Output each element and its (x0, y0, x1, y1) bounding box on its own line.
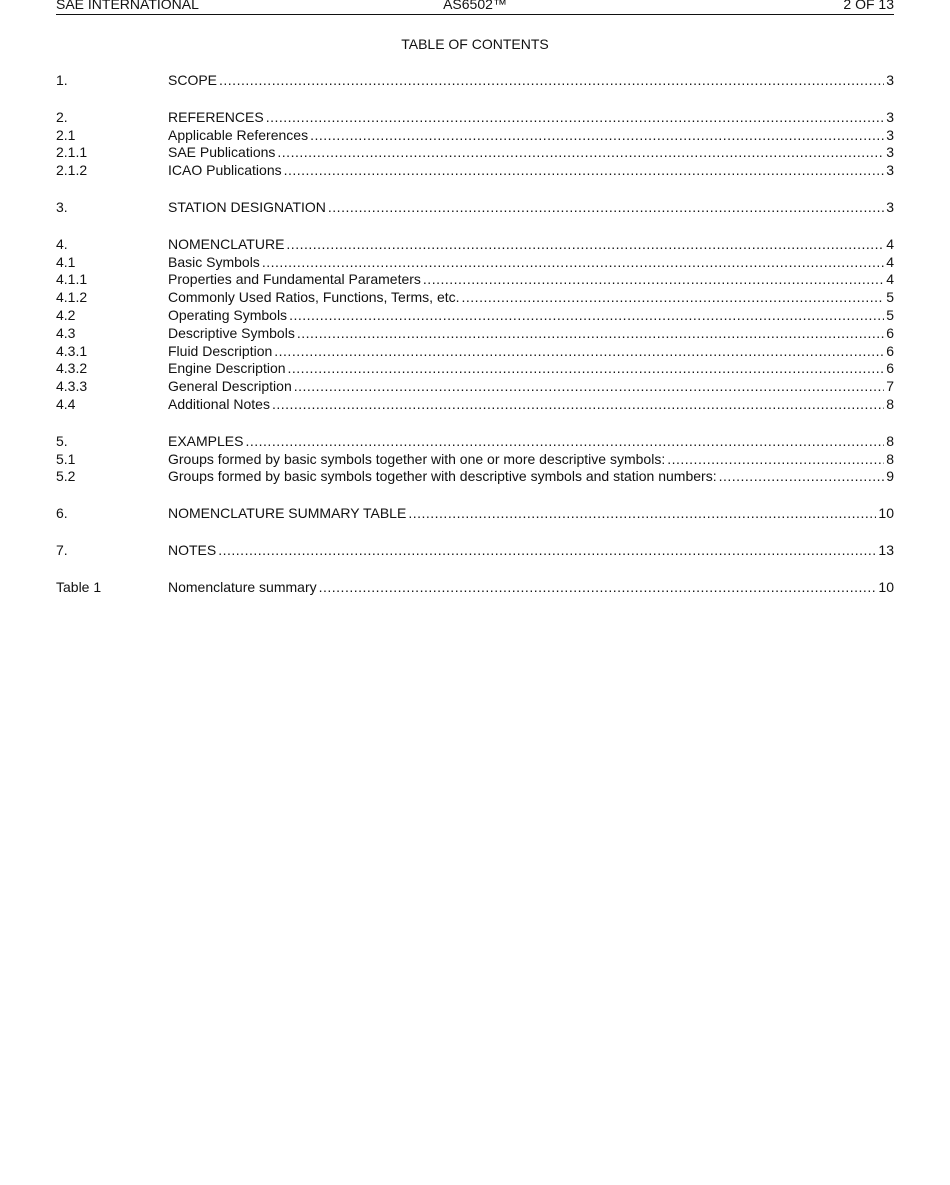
toc-dot-leader (310, 127, 884, 145)
toc-entry[interactable] (56, 505, 894, 523)
toc-page-number[interactable]: 13 (878, 541, 894, 558)
toc-entry[interactable] (56, 144, 894, 162)
toc-entry-line (168, 325, 894, 343)
toc-dot-leader (266, 109, 885, 127)
toc-section-title[interactable]: ICAO Publications (168, 162, 282, 179)
toc-entry[interactable] (56, 360, 894, 378)
toc-entry-line (168, 162, 894, 180)
toc-section-number: 6. (56, 505, 68, 522)
toc-dot-leader (294, 378, 884, 396)
toc-page-number[interactable]: 10 (878, 578, 894, 595)
toc-group (56, 109, 894, 180)
toc-page-number[interactable]: 9 (886, 468, 894, 485)
toc-group (56, 579, 894, 597)
toc-entry[interactable] (56, 396, 894, 414)
toc-page-number[interactable]: 6 (886, 360, 894, 377)
toc-entry[interactable] (56, 433, 894, 451)
toc-dot-leader (328, 199, 884, 217)
toc-section-number: 5.1 (56, 450, 76, 467)
toc-section-title[interactable]: Groups formed by basic symbols together with one or more descriptive symbols: (168, 450, 666, 467)
toc-section-number: 4.3.2 (56, 360, 88, 377)
toc-section-title[interactable]: Commonly Used Ratios, Functions, Terms, etc. (168, 289, 460, 306)
page-header (56, 0, 894, 15)
toc-section-number: 4.1 (56, 253, 76, 270)
toc-section-title[interactable]: Additional Notes (168, 395, 270, 412)
header-document-number: AS6502™ (443, 0, 507, 12)
toc-section-number: 1. (56, 72, 68, 88)
toc-page-number[interactable]: 8 (886, 395, 894, 412)
toc-section-title[interactable]: NOMENCLATURE (168, 235, 285, 252)
toc-entry-line (168, 378, 894, 396)
toc-entry[interactable] (56, 254, 894, 272)
toc-entry[interactable] (56, 542, 894, 560)
toc-section-title[interactable]: SAE Publications (168, 144, 276, 161)
toc-group (56, 505, 894, 523)
toc-dot-leader (462, 289, 885, 307)
toc-dot-leader (297, 325, 884, 343)
table-of-contents (56, 72, 894, 616)
toc-entry-line (168, 542, 894, 560)
toc-section-number: 4.3.3 (56, 378, 88, 395)
toc-entry[interactable] (56, 127, 894, 145)
toc-section-number: 4.3.1 (56, 342, 88, 359)
toc-dot-leader (277, 144, 884, 162)
toc-dot-leader (288, 360, 885, 378)
toc-page-number[interactable]: 3 (886, 126, 894, 143)
toc-section-title[interactable]: STATION DESIGNATION (168, 198, 326, 215)
toc-page-number[interactable]: 4 (886, 235, 894, 252)
toc-page-number[interactable]: 4 (886, 271, 894, 288)
toc-dot-leader (719, 468, 885, 486)
toc-entry[interactable] (56, 289, 894, 307)
toc-section-number: Table 1 (56, 578, 102, 595)
toc-entry-line (168, 254, 894, 272)
toc-entry-line (168, 468, 894, 486)
toc-section-number: 2.1.2 (56, 162, 88, 179)
toc-group (56, 542, 894, 560)
toc-section-number: 2. (56, 108, 68, 125)
toc-section-title[interactable]: Engine Description (168, 360, 286, 377)
toc-entry-line (168, 360, 894, 378)
toc-entry-line (168, 236, 894, 254)
toc-section-number: 2.1.1 (56, 144, 88, 161)
toc-page-number[interactable]: 10 (878, 505, 894, 522)
toc-entry[interactable] (56, 343, 894, 361)
toc-section-number: 7. (56, 541, 68, 558)
toc-entry-line (168, 433, 894, 451)
toc-section-number: 4.4 (56, 395, 76, 412)
toc-group (56, 433, 894, 486)
toc-dot-leader (274, 343, 884, 361)
toc-dot-leader (408, 505, 876, 523)
toc-entry[interactable] (56, 325, 894, 343)
toc-entry-line (168, 579, 894, 597)
toc-page-number[interactable]: 5 (886, 289, 894, 306)
toc-section-title[interactable]: Operating Symbols (168, 306, 288, 323)
header-page-number: 2 OF 13 (843, 0, 894, 12)
toc-section-title[interactable]: General Description (168, 378, 292, 395)
toc-entry-line (168, 289, 894, 307)
toc-entry[interactable] (56, 307, 894, 325)
toc-entry[interactable] (56, 468, 894, 486)
toc-page-number[interactable]: 8 (886, 450, 894, 467)
toc-entry[interactable] (56, 162, 894, 180)
toc-section-number: 4.2 (56, 306, 76, 323)
toc-entry[interactable] (56, 579, 894, 597)
toc-page-number[interactable]: 6 (886, 324, 894, 341)
toc-section-number: 4.3 (56, 324, 76, 341)
toc-entry-line (168, 72, 894, 90)
toc-section-title[interactable]: Properties and Fundamental Parameters (168, 271, 421, 288)
toc-dot-leader (289, 307, 884, 325)
toc-group (56, 72, 894, 90)
toc-entry[interactable] (56, 451, 894, 469)
toc-entry[interactable] (56, 109, 894, 127)
toc-dot-leader (245, 433, 884, 451)
toc-section-title[interactable]: NOTES (168, 541, 217, 558)
toc-section-title[interactable]: Applicable References (168, 126, 309, 143)
toc-entry[interactable] (56, 236, 894, 254)
toc-page-number[interactable]: 4 (886, 253, 894, 270)
toc-dot-leader (286, 236, 884, 254)
toc-entry-line (168, 271, 894, 289)
toc-section-title[interactable]: Fluid Description (168, 342, 273, 359)
toc-page-number[interactable]: 5 (886, 306, 894, 323)
toc-dot-leader (218, 542, 876, 560)
toc-entry-line (168, 505, 894, 523)
toc-page-number[interactable]: 8 (886, 432, 894, 449)
toc-page-number[interactable]: 3 (886, 162, 894, 179)
toc-page-number[interactable]: 3 (886, 72, 894, 88)
toc-entry-line (168, 396, 894, 414)
toc-section-title[interactable]: Nomenclature summary (168, 578, 317, 595)
toc-page-number[interactable]: 3 (886, 108, 894, 125)
toc-section-title[interactable]: REFERENCES (168, 108, 264, 125)
toc-dot-leader (667, 451, 884, 469)
toc-entry-line (168, 109, 894, 127)
toc-entry-line (168, 127, 894, 145)
toc-section-number: 5.2 (56, 468, 76, 485)
toc-group (56, 236, 894, 414)
toc-page-number[interactable]: 3 (886, 198, 894, 215)
toc-page-number[interactable]: 6 (886, 342, 894, 359)
toc-title: TABLE OF CONTENTS (401, 36, 549, 52)
toc-entry[interactable] (56, 271, 894, 289)
toc-section-number: 4.1.2 (56, 289, 88, 306)
toc-entry[interactable] (56, 72, 894, 90)
toc-section-number: 4. (56, 235, 68, 252)
toc-page-number[interactable]: 7 (886, 378, 894, 395)
toc-section-number: 4.1.1 (56, 271, 88, 288)
toc-page-number[interactable]: 3 (886, 144, 894, 161)
toc-dot-leader (262, 254, 884, 272)
toc-section-number: 3. (56, 198, 68, 215)
toc-entry-line (168, 343, 894, 361)
toc-section-number: 2.1 (56, 126, 76, 143)
toc-entry-line (168, 144, 894, 162)
toc-entry-line (168, 199, 894, 217)
toc-section-title[interactable]: NOMENCLATURE SUMMARY TABLE (168, 505, 407, 522)
toc-section-title[interactable]: Groups formed by basic symbols together with descriptive symbols and station numbers: (168, 468, 717, 485)
toc-section-title[interactable]: Descriptive Symbols (168, 324, 295, 341)
toc-entry-line (168, 451, 894, 469)
toc-section-title[interactable]: EXAMPLES (168, 432, 244, 449)
toc-entry-line (168, 307, 894, 325)
header-organization: SAE INTERNATIONAL (56, 0, 199, 12)
toc-dot-leader (219, 72, 884, 90)
toc-dot-leader (272, 396, 884, 414)
toc-entry[interactable] (56, 199, 894, 217)
toc-group (56, 199, 894, 217)
toc-section-number: 5. (56, 432, 68, 449)
toc-dot-leader (319, 579, 877, 597)
toc-dot-leader (284, 162, 885, 180)
toc-section-title[interactable]: Basic Symbols (168, 253, 260, 270)
toc-entry[interactable] (56, 378, 894, 396)
toc-dot-leader (423, 271, 884, 289)
toc-section-title[interactable]: SCOPE (168, 72, 218, 88)
